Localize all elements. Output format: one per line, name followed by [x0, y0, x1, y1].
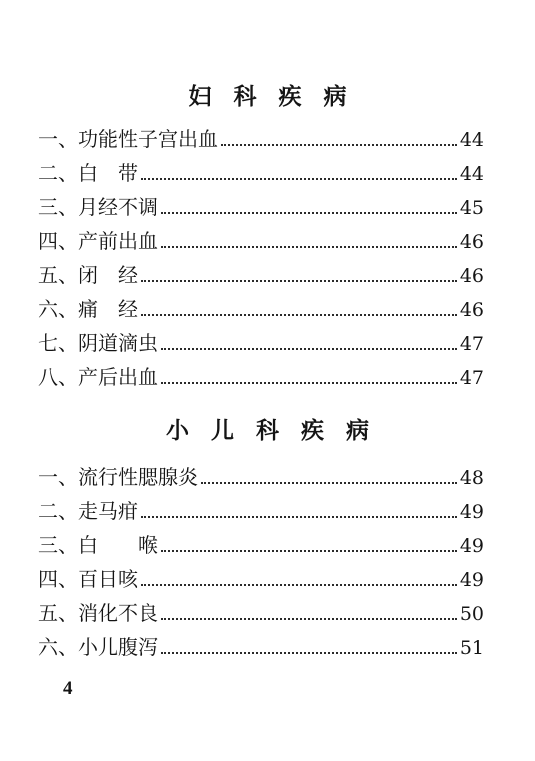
dot-leader — [161, 211, 457, 214]
entry-title: 痛 经 — [78, 297, 138, 321]
page-number: 4 — [63, 678, 73, 699]
entry-number: 六、 — [38, 635, 78, 659]
entry-number: 五、 — [38, 263, 78, 287]
entry-number: 四、 — [38, 229, 78, 253]
toc-entry[interactable] — [38, 326, 484, 360]
entry-page-number: 49 — [459, 569, 484, 591]
entry-title: 月经不调 — [78, 195, 158, 219]
entry-number: 三、 — [38, 195, 78, 219]
dot-leader — [141, 279, 457, 282]
entry-title: 走马疳 — [78, 499, 138, 523]
dot-leader — [161, 245, 457, 248]
toc-list-gynecology — [38, 122, 484, 394]
toc-entry[interactable] — [38, 190, 484, 224]
entry-page-number: 44 — [459, 129, 484, 151]
section-title-gynecology: 妇科疾病 — [188, 83, 369, 110]
entry-title: 白 带 — [78, 161, 138, 185]
entry-title: 产后出血 — [78, 365, 158, 389]
dot-leader — [161, 651, 457, 654]
toc-entry[interactable] — [38, 156, 484, 190]
entry-title: 阴道滴虫 — [78, 331, 158, 355]
toc-entry[interactable] — [38, 360, 484, 394]
entry-page-number: 49 — [459, 535, 484, 557]
entry-title: 小儿腹泻 — [78, 635, 158, 659]
entry-number: 六、 — [38, 297, 78, 321]
entry-number: 四、 — [38, 567, 78, 591]
entry-title: 白 喉 — [78, 533, 158, 557]
entry-page-number: 48 — [459, 467, 484, 489]
dot-leader — [161, 617, 457, 620]
toc-entry[interactable] — [38, 460, 484, 494]
entry-page-number: 46 — [459, 265, 484, 287]
dot-leader — [141, 177, 457, 180]
toc-list-pediatrics — [38, 460, 484, 664]
entry-page-number: 49 — [459, 501, 484, 523]
toc-entry[interactable] — [38, 528, 484, 562]
entry-page-number: 50 — [459, 603, 484, 625]
entry-number: 三、 — [38, 533, 78, 557]
entry-title: 流行性腮腺炎 — [78, 465, 198, 489]
entry-title: 消化不良 — [78, 601, 158, 625]
dot-leader — [161, 381, 457, 384]
dot-leader — [161, 347, 457, 350]
section-title-pediatrics: 小儿科疾病 — [166, 417, 391, 444]
dot-leader — [141, 583, 457, 586]
dot-leader — [141, 313, 457, 316]
toc-entry[interactable] — [38, 562, 484, 596]
toc-entry[interactable] — [38, 596, 484, 630]
entry-page-number: 45 — [459, 197, 484, 219]
entry-number: 二、 — [38, 161, 78, 185]
entry-title: 百日咳 — [78, 567, 138, 591]
entry-page-number: 46 — [459, 299, 484, 321]
toc-entry[interactable] — [38, 122, 484, 156]
toc-entry[interactable] — [38, 292, 484, 326]
entry-number: 一、 — [38, 127, 78, 151]
entry-title: 功能性子宫出血 — [78, 127, 218, 151]
entry-number: 七、 — [38, 331, 78, 355]
entry-page-number: 44 — [459, 163, 484, 185]
entry-page-number: 51 — [459, 637, 484, 659]
toc-entry[interactable] — [38, 224, 484, 258]
toc-entry[interactable] — [38, 258, 484, 292]
entry-number: 一、 — [38, 465, 78, 489]
entry-number: 五、 — [38, 601, 78, 625]
entry-title: 产前出血 — [78, 229, 158, 253]
entry-number: 二、 — [38, 499, 78, 523]
dot-leader — [161, 549, 457, 552]
entry-page-number: 46 — [459, 231, 484, 253]
entry-page-number: 47 — [459, 367, 484, 389]
dot-leader — [221, 143, 457, 146]
entry-page-number: 47 — [459, 333, 484, 355]
dot-leader — [201, 481, 457, 484]
toc-entry[interactable] — [38, 494, 484, 528]
entry-number: 八、 — [38, 365, 78, 389]
entry-title: 闭 经 — [78, 263, 138, 287]
toc-entry[interactable] — [38, 630, 484, 664]
dot-leader — [141, 515, 457, 518]
